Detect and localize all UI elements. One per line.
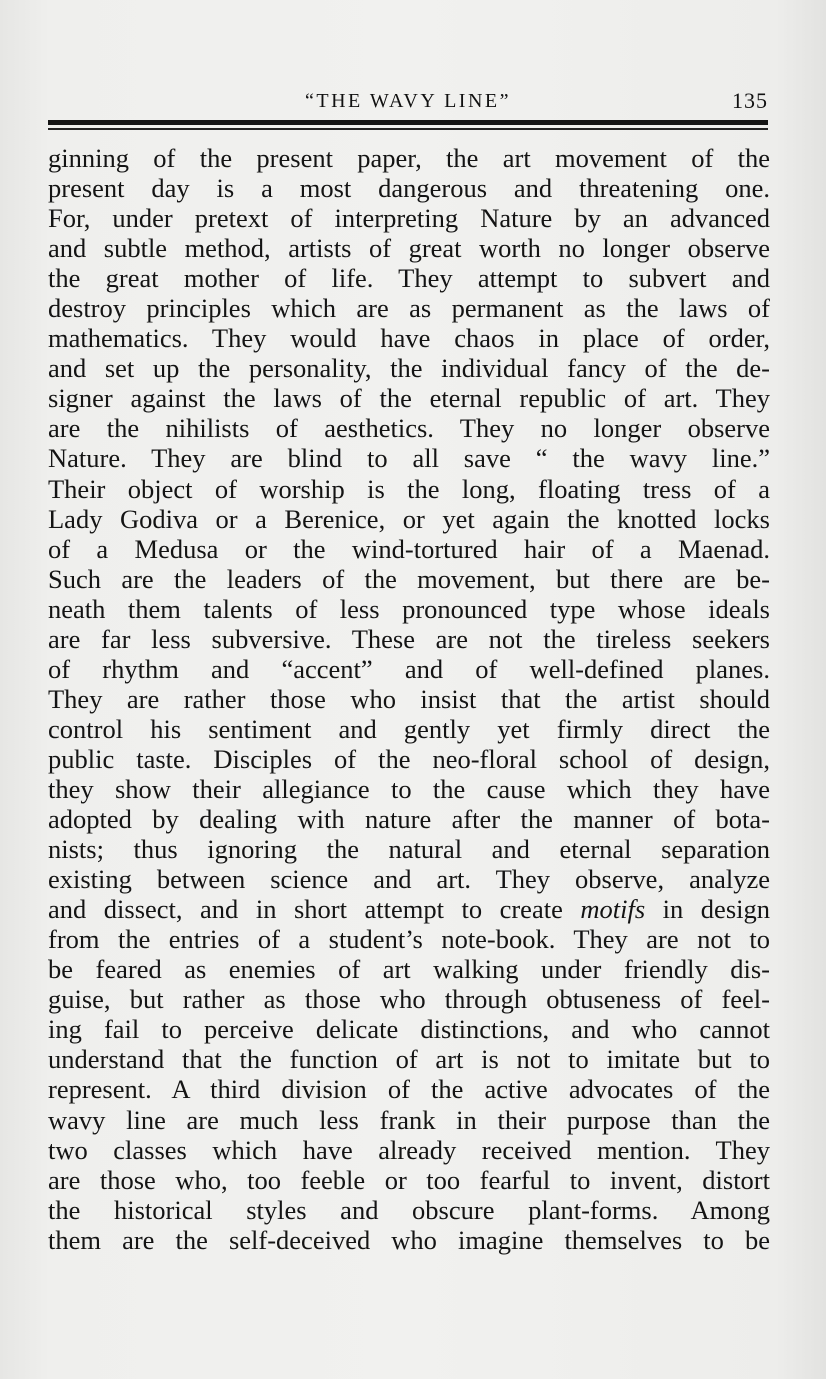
text-line: signer against the laws of the eternal republic of art. They bbox=[48, 383, 770, 414]
running-head bbox=[48, 86, 768, 116]
text-line: are the nihilists of aesthetics. They no longer observe bbox=[48, 413, 770, 444]
text-line: Their object of worship is the long, floating tress of a bbox=[48, 473, 770, 504]
text-line: Nature. They are blind to all save “ the wavy line.” bbox=[48, 443, 770, 474]
text-line: represent. A third division of the active advocates of the bbox=[48, 1074, 770, 1105]
text-line: ing fail to perceive delicate distinctions, and who cannot bbox=[48, 1014, 770, 1045]
text-line: two classes which have already received mention. They bbox=[48, 1134, 770, 1165]
text-line: are far less subversive. These are not the tireless seekers bbox=[48, 623, 770, 654]
italic-word: motifs bbox=[580, 894, 646, 925]
text-line: be feared as enemies of art walking under friendly dis- bbox=[48, 954, 770, 985]
text-line: the historical styles and obscure plant-forms. Among bbox=[48, 1194, 770, 1225]
text-line: Lady Godiva or a Berenice, or yet again the knotted locks bbox=[48, 503, 770, 534]
text-line: adopted by dealing with nature after the manner of bota- bbox=[48, 804, 770, 835]
text-line: control his sentiment and gently yet firmly direct the bbox=[48, 713, 770, 744]
text-line: existing between science and art. They observe, analyze bbox=[48, 864, 770, 895]
text-line: mathematics. They would have chaos in place of order, bbox=[48, 323, 770, 354]
text-line: public taste. Disciples of the neo-floral school of design, bbox=[48, 743, 770, 774]
text-line: and subtle method, artists of great worth no longer observe bbox=[48, 233, 770, 264]
text-line: nists; thus ignoring the natural and eternal separation bbox=[48, 834, 770, 865]
text-line: and set up the personality, the individual fancy of the de- bbox=[48, 353, 770, 384]
text-line: neath them talents of less pronounced type whose ideals bbox=[48, 593, 770, 624]
text-line: are those who, too feeble or too fearful to invent, distort bbox=[48, 1164, 770, 1195]
header-rule-thick bbox=[48, 120, 768, 125]
text-line: understand that the function of art is not to imitate but to bbox=[48, 1044, 770, 1075]
text-run: in design bbox=[645, 894, 770, 925]
text-line: of a Medusa or the wind-tortured hair of a Maenad. bbox=[48, 533, 770, 564]
header-rule-thin bbox=[48, 128, 768, 130]
text-line: ginning of the present paper, the art movement of the bbox=[48, 143, 770, 173]
text-line: from the entries of a student’s note-book. They are not to bbox=[48, 924, 770, 955]
text-line-with-italic bbox=[48, 894, 770, 924]
text-line: of rhythm and “accent” and of well-defined planes. bbox=[48, 653, 770, 684]
header-rule bbox=[48, 120, 768, 132]
text-line: they show their allegiance to the cause which they have bbox=[48, 773, 770, 804]
body-text bbox=[48, 143, 770, 1255]
text-line: They are rather those who insist that the artist should bbox=[48, 683, 770, 714]
text-line: Such are the leaders of the movement, but there are be- bbox=[48, 563, 770, 594]
text-line: guise, but rather as those who through obtuseness of feel- bbox=[48, 984, 770, 1015]
text-line: For, under pretext of interpreting Nature by an advanced bbox=[48, 203, 770, 234]
text-line: destroy principles which are as permanent as the laws of bbox=[48, 293, 770, 324]
text-line: present day is a most dangerous and threatening one. bbox=[48, 173, 770, 204]
running-title: “THE WAVY LINE” bbox=[305, 90, 511, 112]
text-run: and dissect, and in short attempt to create bbox=[48, 894, 581, 925]
page-number: 135 bbox=[732, 88, 768, 113]
text-line: wavy line are much less frank in their purpose than the bbox=[48, 1104, 770, 1135]
text-line: them are the self-deceived who imagine themselves to be bbox=[48, 1224, 770, 1255]
text-line: the great mother of life. They attempt to subvert and bbox=[48, 263, 770, 294]
